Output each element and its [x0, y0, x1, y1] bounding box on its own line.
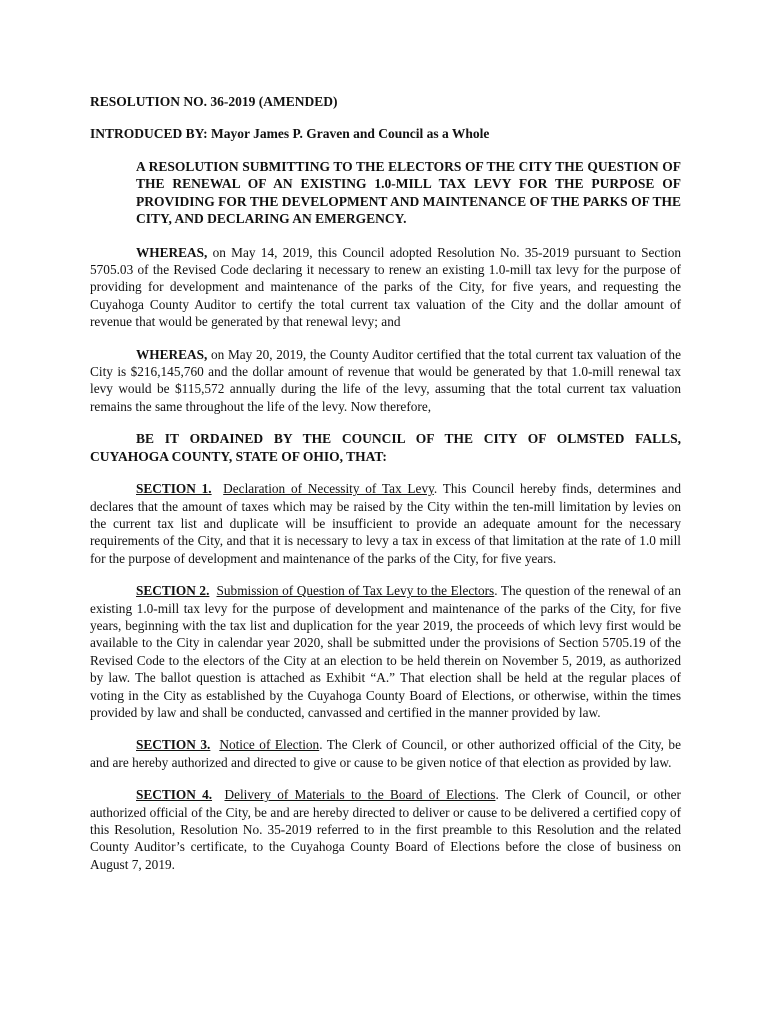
- whereas-text: on May 20, 2019, the County Auditor certified that the total current tax valuation of the City is $216,145,760 and the dollar amount of revenue that would be generated by that 1.0-mill renewal tax levy would be $115,572 annually during the life of the levy, assuming that the total current tax valuation remains the same throughout the life of the levy. Now therefore,: [90, 346, 681, 414]
- ordaining-text: BE IT ORDAINED BY THE COUNCIL OF THE CITY OF OLMSTED FALLS, CUYAHOGA COUNTY, STATE OF OHIO, THAT:: [90, 431, 681, 464]
- resolution-number: RESOLUTION NO. 36-2019 (AMENDED): [90, 94, 338, 109]
- whereas-lead: WHEREAS,: [136, 346, 208, 362]
- section-label: SECTION 4.: [136, 787, 213, 803]
- whereas-paragraph-2: [90, 346, 681, 416]
- section-label: SECTION 1.: [136, 481, 212, 497]
- introduced-by: INTRODUCED BY: Mayor James P. Graven and Council as a Whole: [90, 126, 490, 141]
- whereas-paragraph-1: [90, 244, 681, 331]
- section-heading: Submission of Question of Tax Levy to the Electors: [216, 583, 495, 599]
- section-3: [90, 736, 681, 771]
- section-text: . The Clerk of Council, or other authorized official of the City, be and are hereby directed to deliver or cause to be delivered a certified copy of this Resolution, Resolution No. 35-2019 referred to in the first preamble to this Resolution and the related County Auditor’s certificate, to the Cuyahoga County Board of Elections before the close of business on August 7, 2019.: [90, 787, 681, 872]
- whereas-text: on May 14, 2019, this Council adopted Resolution No. 35-2019 pursuant to Section 5705.03 of the Revised Code declaring it necessary to renew an existing 1.0-mill tax levy for the purpose of providing for development and maintenance of the parks of the City, for five years, and requesting the Cuyahoga County Auditor to certify the total current tax valuation of the City and the dollar amount of revenue that would be generated by that renewal levy; and: [90, 244, 681, 330]
- section-text: . The Clerk of Council, or other authorized official of the City, be and are hereby authorized and directed to give or cause to be given notice of that election as provided by law.: [90, 737, 681, 770]
- ordaining-clause: [90, 430, 681, 465]
- section-4: [90, 786, 681, 873]
- section-label: SECTION 2.: [136, 583, 210, 599]
- section-text: . The question of the renewal of an existing 1.0-mill tax levy for the purpose of development and maintenance of the parks of the City, for five years, beginning with the tax list and duplication for the year 2019, the proceeds of which levy first would be available to the City in calendar year 2020, shall be submitted under the provisions of Section 5705.19 of the Revised Code to the electors of the City at an election to be held therein on November 5, 2019, as authorized by law. The ballot question is attached as Exhibit “A.” That election shall be held at the regular places of voting in the City as established by the Cuyahoga County Board of Elections, or otherwise, within the times provided by law and shall be conducted, canvassed and certified in the manner provided by law.: [90, 583, 681, 720]
- section-1: [90, 480, 681, 567]
- section-2: [90, 582, 681, 721]
- whereas-lead: WHEREAS,: [136, 244, 208, 260]
- section-label: SECTION 3.: [136, 737, 211, 753]
- section-heading: Delivery of Materials to the Board of Elections: [224, 787, 496, 803]
- section-text: . This Council hereby finds, determines and declares that the amount of taxes which may be raised by the City within the ten-mill limitation by levies on the current tax list and duplicate will be insufficient to provide an adequate amount for the necessary requirements of the City, and that it is necessary to levy a tax in excess of that limitation at the rate of 1.0 mill for the purpose of development and maintenance of the parks of the City, for five years.: [90, 481, 682, 566]
- resolution-title: A RESOLUTION SUBMITTING TO THE ELECTORS OF THE CITY THE QUESTION OF THE RENEWAL OF AN EXISTING 1.0-MILL TAX LEVY FOR THE PURPOSE OF PROVIDING FOR THE DEVELOPMENT AND MAINTENANCE OF THE PARKS OF THE CITY, AND DECLARING AN EMERGENCY.: [136, 159, 681, 227]
- section-heading: Notice of Election: [219, 737, 320, 753]
- section-heading: Declaration of Necessity of Tax Levy: [223, 481, 434, 497]
